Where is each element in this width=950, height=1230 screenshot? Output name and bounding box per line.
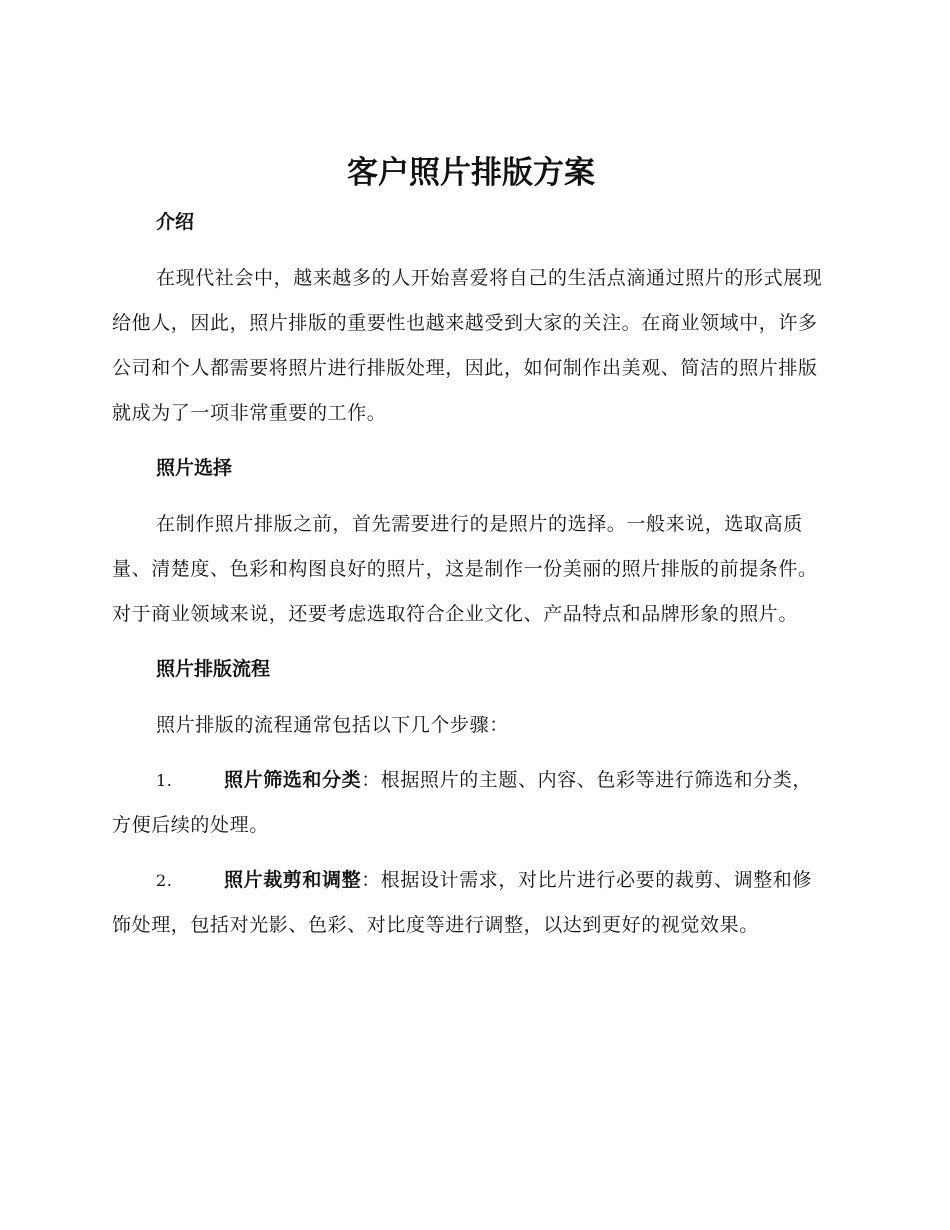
list-item-text: ：根据设计需求，对比片进行必要的裁剪、调整和修饰处理，包括对光影、色彩、对比度等进行调整，以达到更好的视觉效果。	[112, 869, 813, 936]
section-paragraph-layout-process: 照片排版的流程通常包括以下几个步骤：	[156, 714, 509, 736]
spacing	[112, 637, 830, 647]
section-heading-photo-selection: 照片选择	[156, 457, 233, 479]
document-title: 客户照片排版方案	[347, 155, 595, 191]
spacing	[112, 691, 830, 703]
section-paragraph-intro: 在现代社会中，越来越多的人开始喜爱将自己的生活点滴通过照片的形式展现给他人，因此，照片排版的重要性也越来越受到大家的关注。在商业领域中，许多公司和个人都需要将照片进行排版处理，因此，如何制作出美观、简洁的照片排版就成为了一项非常重要的工作。	[112, 267, 823, 424]
spacing	[112, 436, 830, 446]
section-heading-intro: 介绍	[156, 211, 195, 233]
list-number: 2.	[156, 871, 173, 890]
list-item	[112, 758, 830, 848]
list-item-text: ：根据照片的主题、内容、色彩等进行筛选和分类，方便后续的处理。	[112, 769, 813, 836]
list-item	[112, 858, 830, 948]
spacing	[112, 490, 830, 502]
document-content	[112, 148, 830, 948]
spacing	[112, 848, 830, 858]
spacing	[112, 244, 830, 256]
section-heading-layout-process: 照片排版流程	[156, 658, 271, 680]
list-item-title: 照片裁剪和调整	[224, 869, 362, 891]
list-item-title: 照片筛选和分类	[224, 769, 362, 791]
list-number: 1.	[156, 771, 173, 790]
section-paragraph-photo-selection: 在制作照片排版之前，首先需要进行的是照片的选择。一般来说，选取高质量、清楚度、色彩和构图良好的照片，这是制作一份美丽的照片排版的前提条件。对于商业领域来说，还要考虑选取符合企业文化、产品特点和品牌形象的照片。	[112, 513, 818, 625]
spacing	[112, 748, 830, 758]
